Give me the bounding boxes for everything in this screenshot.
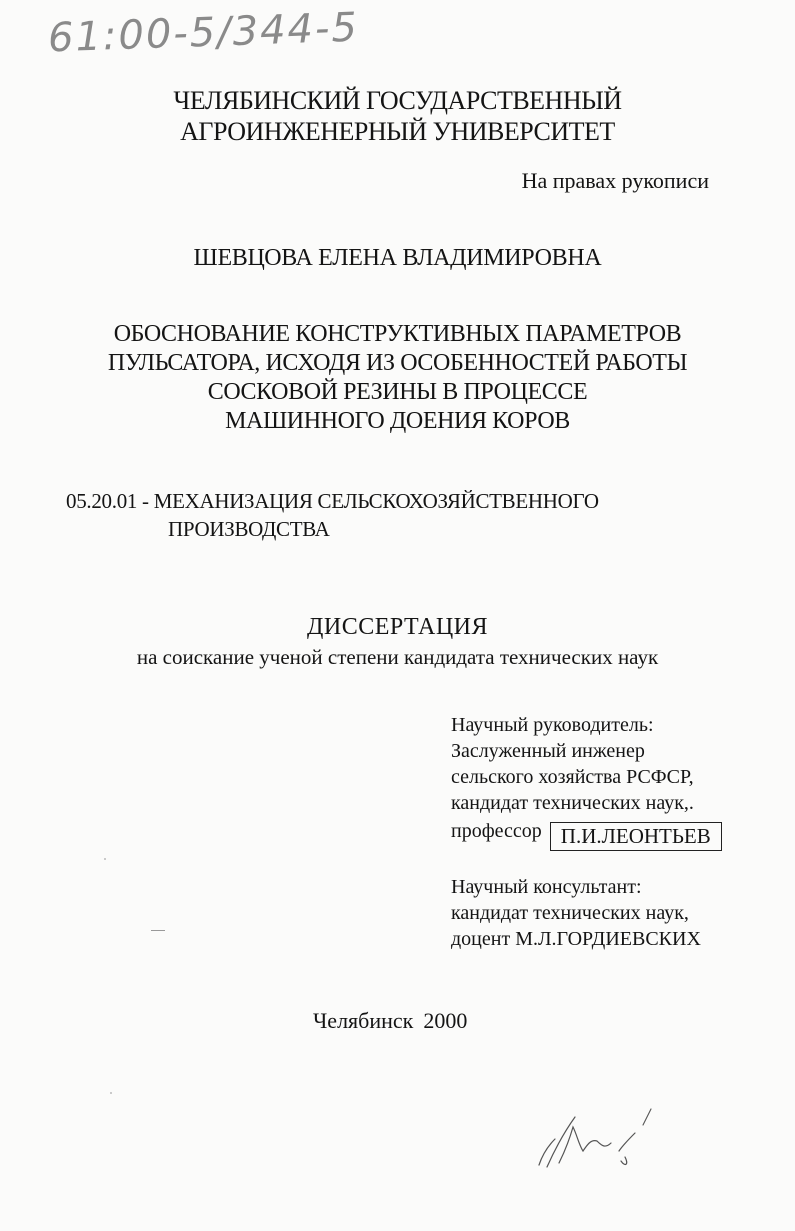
scan-speck: [110, 1092, 112, 1094]
degree-subheading: на соискание ученой степени кандидата технических наук: [136, 645, 659, 669]
supervisor-name-box: П.И.ЛЕОНТЬЕВ: [550, 822, 722, 851]
supervisor-title-2: сельского хозяйства РСФСР,: [451, 766, 694, 788]
rights-note: На правах рукописи: [521, 168, 709, 193]
university-name: [0, 85, 795, 147]
consultant-label: Научный консультант:: [451, 876, 642, 898]
consultant-degree: кандидат технических наук,: [451, 902, 689, 924]
title-line-2: ПУЛЬСАТОРА, ИСХОДЯ ИЗ ОСОБЕННОСТЕЙ РАБОТЫ: [107, 350, 688, 376]
scan-speck: [104, 858, 106, 860]
city-name: Челябинск: [313, 1008, 414, 1033]
year: 2000: [423, 1008, 468, 1033]
university-line-1: ЧЕЛЯБИНСКИЙ ГОСУДАРСТВЕННЫЙ: [173, 86, 622, 115]
supervisor-block: [451, 712, 722, 848]
title-line-4: МАШИННОГО ДОЕНИЯ КОРОВ: [225, 408, 570, 434]
supervisor-rank-line: [451, 816, 722, 848]
handwritten-archive-code: 61:00-5/344-5: [47, 4, 360, 62]
supervisor-title-1: Заслуженный инженер: [451, 740, 645, 762]
supervisor-rank: профессор: [451, 820, 542, 842]
signature-image: [525, 1105, 655, 1175]
specialty-line-2: ПРОИЗВОДСТВА: [168, 517, 330, 541]
place-and-year: [313, 1008, 467, 1034]
consultant-name: доцент М.Л.ГОРДИЕВСКИХ: [451, 928, 701, 950]
consultant-block: [451, 874, 701, 952]
supervisor-degree: кандидат технических наук,.: [451, 792, 694, 814]
title-line-1: ОБОСНОВАНИЕ КОНСТРУКТИВНЫХ ПАРАМЕТРОВ: [113, 321, 682, 347]
author-name: ШЕВЦОВА ЕЛЕНА ВЛАДИМИРОВНА: [193, 245, 602, 271]
specialty-code: [66, 487, 599, 543]
scan-mark-dash: [151, 930, 165, 931]
title-line-3: СОСКОВОЙ РЕЗИНЫ В ПРОЦЕССЕ: [207, 379, 588, 405]
supervisor-label: Научный руководитель:: [451, 714, 654, 736]
dissertation-title: [0, 320, 795, 436]
document-type-heading: ДИССЕРТАЦИЯ: [307, 614, 488, 640]
specialty-line-1: 05.20.01 - МЕХАНИЗАЦИЯ СЕЛЬСКОХОЗЯЙСТВЕННОГО: [66, 489, 599, 513]
university-line-2: АГРОИНЖЕНЕРНЫЙ УНИВЕРСИТЕТ: [180, 117, 615, 146]
